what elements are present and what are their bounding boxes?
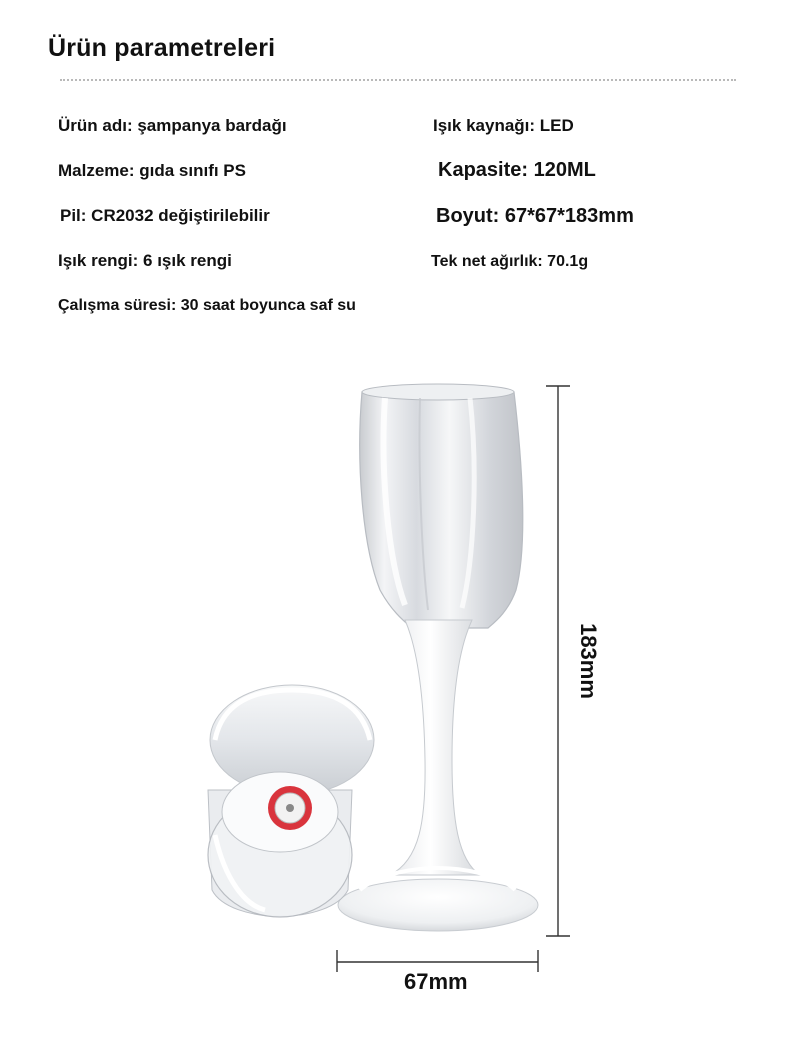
height-dimension-line [546,386,570,936]
product-illustration [0,340,790,1038]
lying-glass [208,685,374,917]
page-title: Ürün parametreleri [48,34,276,62]
dotted-divider [60,79,736,81]
upright-glass [338,384,538,931]
height-dimension-label: 183mm [576,623,601,699]
spec-size: Boyut: 67*67*183mm [436,205,634,227]
spec-light-source: Işık kaynağı: LED [433,116,574,135]
spec-working-time: Çalışma süresi: 30 saat boyunca saf su [58,297,356,314]
spec-light-color: Işık rengi: 6 ışık rengi [58,251,232,270]
spec-product-name: Ürün adı: şampanya bardağı [58,116,287,135]
spec-capacity: Kapasite: 120ML [438,159,596,181]
spec-material: Malzeme: gıda sınıfı PS [58,161,246,180]
spec-net-weight: Tek net ağırlık: 70.1g [431,253,589,270]
width-dimension-label: 67mm [404,969,468,994]
spec-battery: Pil: CR2032 değiştirilebilir [60,206,270,225]
